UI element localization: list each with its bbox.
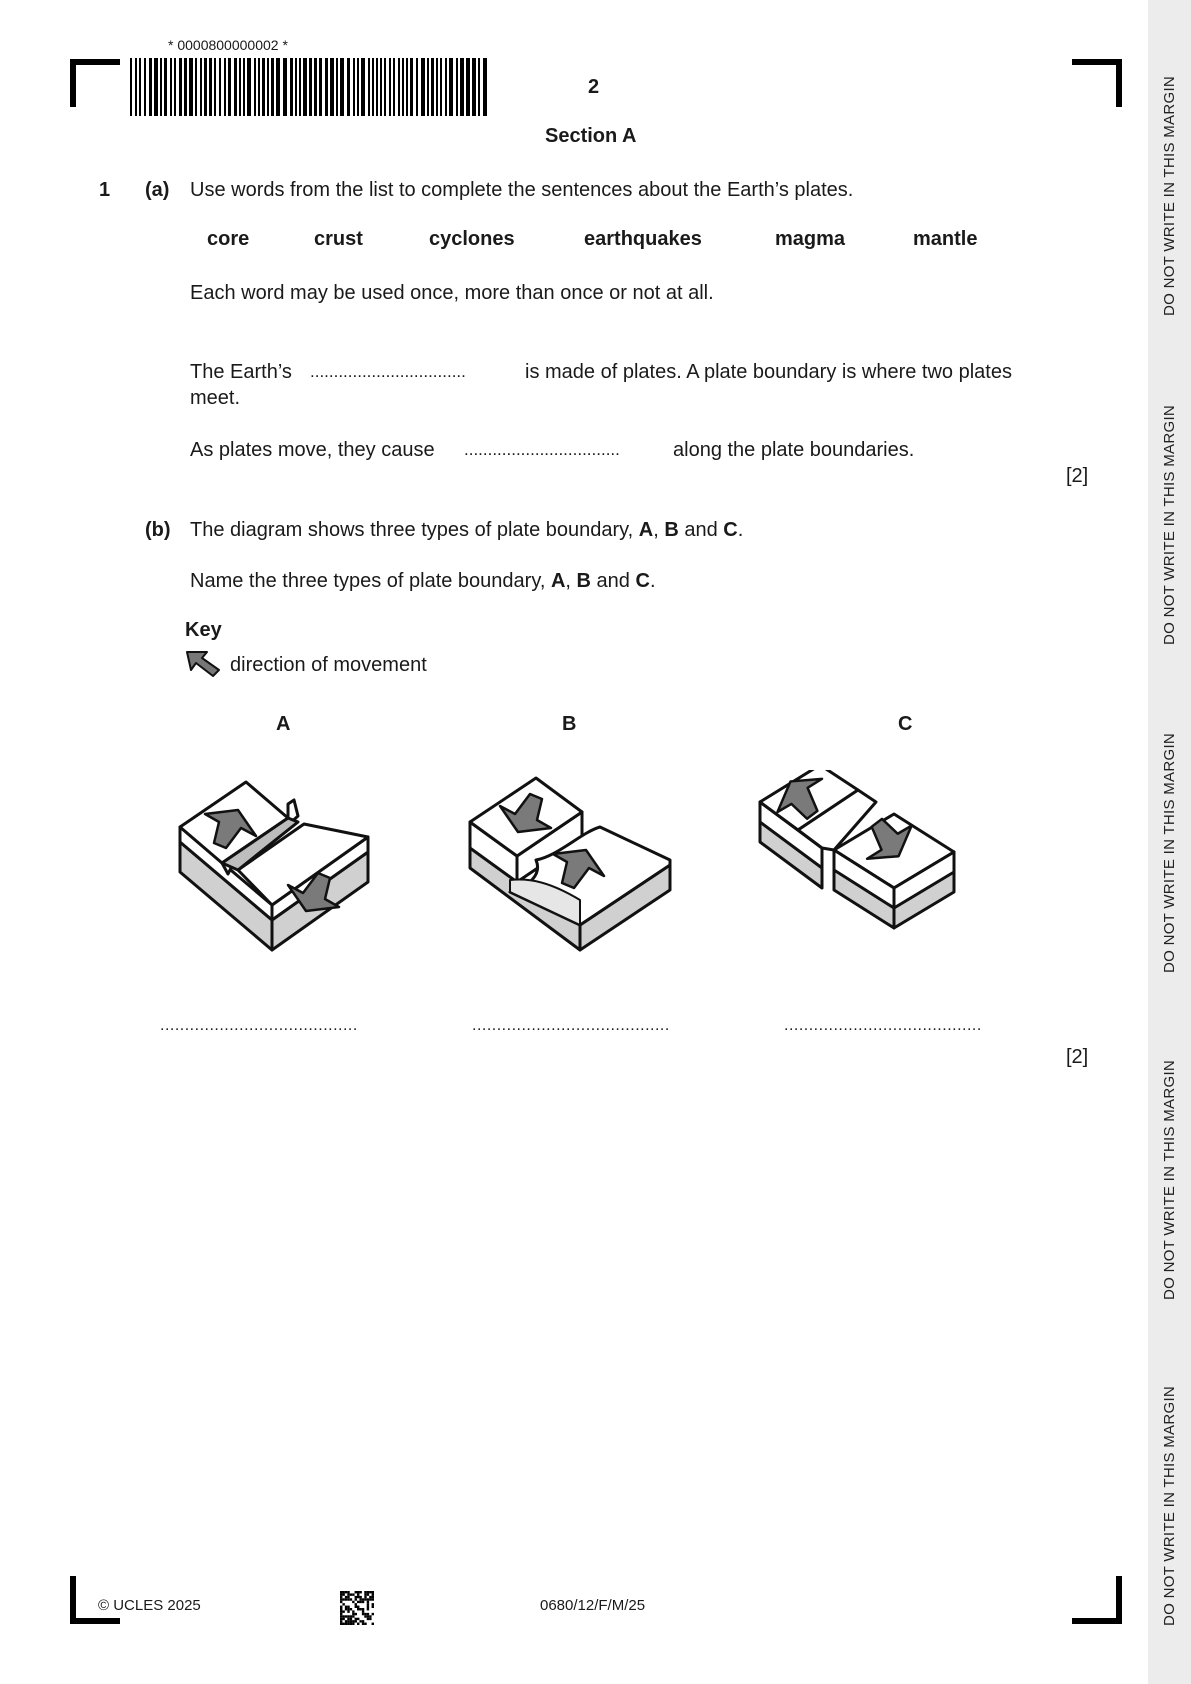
word-list-item: mantle [913, 228, 978, 250]
page-number: 2 [588, 76, 600, 98]
part-a-label: (a) [145, 179, 170, 201]
part-a-instruction: Use words from the list to complete the sentences about the Earth’s plates. [190, 179, 854, 201]
diagram-c-transform [760, 770, 954, 928]
answer-line-a[interactable]: ........................................ [160, 1017, 358, 1034]
diagram-label-a: A [276, 713, 291, 735]
paper-code: 0680/12/F/M/25 [540, 1597, 646, 1614]
margin-warning: DO NOT WRITE IN THIS MARGIN [1161, 1385, 1178, 1626]
marks-b: [2] [1066, 1046, 1089, 1068]
barcode-text: * 0000800000002 * [168, 37, 288, 53]
margin-warning: DO NOT WRITE IN THIS MARGIN [1161, 1059, 1178, 1300]
diagram-label-b: B [562, 713, 577, 735]
diagram-b-convergent [470, 778, 670, 950]
key-title: Key [185, 619, 222, 641]
word-list-item: core [207, 228, 250, 250]
sentence1-end: is made of plates. A plate boundary is where two plates [525, 361, 1012, 383]
plate-boundary-diagrams [170, 770, 990, 960]
part-b-label: (b) [145, 519, 171, 541]
margin-warning: DO NOT WRITE IN THIS MARGIN [1161, 404, 1178, 645]
word-list-item: magma [775, 228, 846, 250]
answer-line-c[interactable]: ........................................ [784, 1017, 982, 1034]
question-number: 1 [99, 179, 111, 201]
copyright: © UCLES 2025 [98, 1597, 201, 1614]
sentence1-tail: meet. [190, 387, 241, 409]
margin-warning: DO NOT WRITE IN THIS MARGIN [1161, 732, 1178, 973]
word-list-item: cyclones [429, 228, 515, 250]
key-label: direction of movement [230, 654, 427, 676]
answer-blank-1[interactable]: ................................. [310, 362, 466, 381]
sentence1-start: The Earth’s [190, 361, 292, 383]
diagram-a-divergent [180, 782, 368, 950]
barcode-image [130, 58, 492, 116]
margin-warning: DO NOT WRITE IN THIS MARGIN [1161, 75, 1178, 316]
sentence2-start: As plates move, they cause [190, 439, 435, 461]
sentence2-end: along the plate boundaries. [673, 439, 915, 461]
direction-arrow-icon [185, 650, 223, 678]
part-b-line2: Name the three types of plate boundary, A, B and C. [190, 570, 656, 592]
word-list-item: earthquakes [584, 228, 702, 250]
answer-line-b[interactable]: ........................................ [472, 1017, 670, 1034]
diagram-label-c: C [898, 713, 913, 735]
part-b-line1: The diagram shows three types of plate boundary, A, B and C. [190, 519, 744, 541]
section-title: Section A [545, 125, 637, 147]
usage-note: Each word may be used once, more than once or not at all. [190, 282, 714, 304]
qr-code-image [340, 1591, 374, 1625]
word-list-item: crust [314, 228, 363, 250]
answer-blank-2[interactable]: ................................. [464, 440, 620, 459]
marks-a: [2] [1066, 465, 1089, 487]
